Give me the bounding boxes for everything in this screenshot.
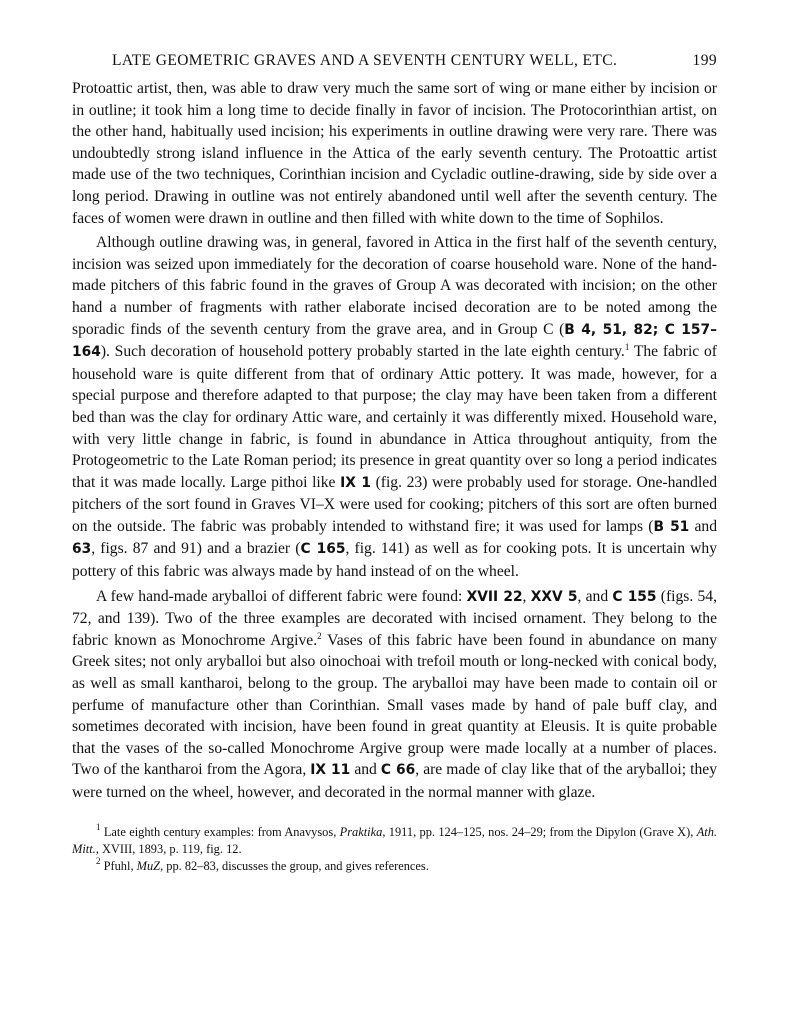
footnote-number: 2	[96, 855, 101, 866]
catalog-reference: C 165	[300, 541, 346, 558]
catalog-reference: C 155	[612, 588, 657, 605]
text-run: , fig. 141) as well as for cooking pots. It is uncertain why pottery of this fabric was always made by hand instead of on the wheel.	[72, 540, 718, 581]
journal-title: Ath. Mitt.	[72, 824, 717, 856]
footnotes	[72, 821, 717, 875]
text-run: , and	[577, 587, 613, 605]
catalog-reference: IX 1	[340, 474, 371, 491]
page-number: 199	[692, 52, 717, 69]
page	[72, 52, 717, 875]
journal-title: Praktika	[339, 824, 383, 839]
text-run: ,	[522, 587, 531, 605]
text-run: , figs. 87 and 91) and a brazier (	[91, 540, 301, 558]
paragraph-2	[72, 232, 717, 583]
text-run: , 1911, pp. 124–125, nos. 24–29; from the Dipylon (Grave X),	[382, 824, 697, 839]
catalog-reference: B 51	[653, 518, 690, 535]
paragraph-3	[72, 586, 717, 804]
paragraph-1	[72, 78, 717, 229]
catalog-reference: IX 11	[310, 762, 351, 779]
text-run: , XVIII, 1893, p. 119, fig. 12.	[95, 841, 242, 856]
catalog-reference: C 66	[380, 762, 416, 779]
text-run: Vases of this fabric have been found in abundance on many Greek sites; not only aryballoi but also oinochoai with trefoil mouth or long-necked with conical body, as well as small kantharoi, belong to the group. The aryballoi may have been made to contain oil or perfume of manufacture other than Corinthian. Small vases made by hand of pale buff clay, and sometimes decorated with incision, have been found in great quantity at Eleusis. It is quite probable that the vases of the so-called Monochrome Argive group were made locally at a number of places. Two of the kantharoi from the Agora,	[72, 631, 718, 779]
text-run: Pfuhl,	[100, 858, 137, 873]
text-run: Protoattic artist, then, was able to draw very much the same sort of wing or mane either by incision or in outline; it took him a long time to decide finally in favor of incision. The Protocorinthian artist, on the other hand, habitually used incision; his experiments in outline drawing were very rare. There was undoubtedly strong island influence in the Attica of the early seventh century. The Protoattic artist made use of the two techniques, Corinthian incision and Cycladic outline-drawing, side by side over a long period. Drawing in outline was not entirely abandoned until well after the seventh century. The faces of women were drawn in outline and then filled with white down to the time of Sophilos.	[72, 80, 717, 227]
text-run: , pp. 82–83, discusses the group, and gives references.	[160, 858, 429, 873]
text-run: ). Such decoration of household pottery probably started in the late eighth century.	[100, 343, 625, 361]
text-run: and	[689, 517, 717, 535]
text-run: Late eighth century examples: from Anavysos,	[100, 824, 340, 839]
text-run: The fabric of household ware is quite different from that of ordinary Attic pottery. It was made, however, for a special purpose and therefore adapted to that purpose; the clay may have been taken from a different bed than was the clay for ordinary Attic ware, and certainly it was differently mixed. Household ware, with very little change in fabric, is found in abundance in Attica throughout antiquity, from the Protogeometric to the Late Roman period; its presence in great quantity over so long a period indicates that it was made locally. Large pithoi like	[72, 343, 717, 491]
footnote-1	[72, 821, 717, 858]
catalog-reference: XXV 5	[530, 588, 578, 605]
text-run: Although outline drawing was, in general, favored in Attica in the first half of the seventh century, incision was seized upon immediately for the decoration of coarse household ware. None of the hand-made pitchers of this fabric found in the graves of Group A was decorated with incision; on the other hand a number of fragments with rather elaborate incised decoration are to be noted among the sporadic finds of the seventh century from the grave area, and in Group C (	[72, 234, 717, 338]
catalog-reference: B 4, 51, 82; C 157–164	[72, 321, 717, 361]
catalog-reference: XVII 22	[466, 588, 523, 605]
body-text	[72, 78, 717, 804]
footnote-marker: 2	[317, 630, 322, 641]
catalog-reference: 63	[72, 541, 92, 558]
footnote-number: 1	[96, 821, 101, 832]
text-run: (fig. 23) were probably used for storage. One-handled pitchers of the sort found in Graves VI–X were used for cooking; pitchers of this sort are often burned on the outside. The fabric was probably intended to withstand fire; it was used for lamps (	[72, 473, 717, 535]
footnote-2	[72, 855, 717, 875]
book-title: MuZ	[136, 858, 161, 873]
text-run: (figs. 54, 72, and 139). Two of the three examples are decorated with incised ornament. They belong to the fabric known as Monochrome Argive.	[72, 587, 717, 649]
text-run: and	[350, 761, 381, 779]
text-run: A few hand-made aryballoi of different fabric were found:	[96, 587, 467, 605]
running-header	[72, 52, 717, 78]
footnote-marker: 1	[624, 342, 630, 353]
text-run: , are made of clay like that of the aryballoi; they were turned on the wheel, however, and decorated in the normal manner with glaze.	[72, 761, 717, 801]
running-title: LATE GEOMETRIC GRAVES AND A SEVENTH CENTURY WELL, ETC.	[112, 52, 618, 69]
